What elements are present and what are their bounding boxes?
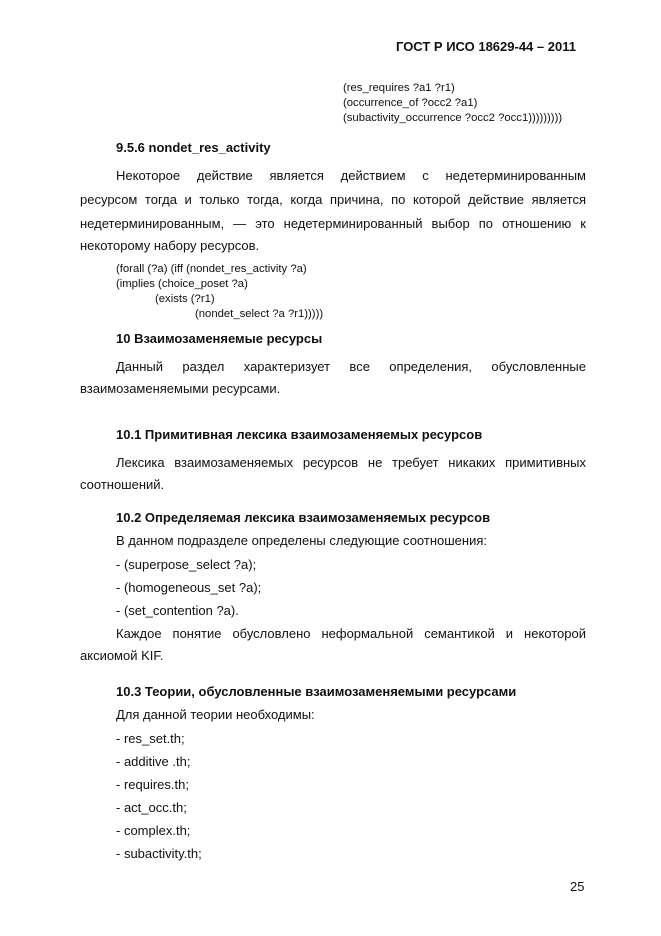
code-line: (nondet_select ?a ?r1))))): [195, 308, 324, 320]
paragraph-line: Некоторое действие является действием с недетерминированным: [116, 168, 586, 183]
list-item: - (homogeneous_set ?a);: [116, 580, 262, 595]
list-item: - complex.th;: [116, 823, 191, 838]
paragraph-line: ресурсом тогда и только тогда, когда причина, по которой действие является: [80, 192, 586, 207]
list-item: - (set_contention ?a).: [116, 603, 239, 618]
list-item: - additive .th;: [116, 754, 191, 769]
paragraph-line: аксиомой KIF.: [80, 648, 164, 663]
section-heading-9-5-6: 9.5.6 nondet_res_activity: [116, 140, 271, 155]
paragraph-line: В данном подразделе определены следующие соотношения:: [116, 533, 487, 548]
section-heading-10-2: 10.2 Определяемая лексика взаимозаменяемых ресурсов: [116, 510, 491, 525]
page-number: 25: [570, 879, 585, 894]
paragraph-line: взаимозаменяемыми ресурсами.: [80, 381, 281, 396]
section-heading-10: 10 Взаимозаменяемые ресурсы: [116, 331, 323, 346]
paragraph-line: Для данной теории необходимы:: [116, 707, 315, 722]
list-item: - (superpose_select ?a);: [116, 557, 257, 572]
code-line: (forall (?a) (iff (nondet_res_activity ?a): [116, 263, 307, 275]
paragraph-line: недетерминированным, — это недетерминированный выбор по отношению к: [80, 216, 586, 231]
code-line: (subactivity_occurrence ?occ2 ?occ1))))))))): [343, 112, 563, 124]
list-item: - requires.th;: [116, 777, 189, 792]
list-item: - res_set.th;: [116, 731, 185, 746]
paragraph-line: Каждое понятие обусловлено неформальной семантикой и некоторой: [116, 626, 586, 641]
code-line: (exists (?r1): [155, 293, 215, 305]
paragraph-line: соотношений.: [80, 477, 165, 492]
running-header: ГОСТ Р ИСО 18629-44 – 2011: [396, 39, 576, 54]
section-heading-10-1: 10.1 Примитивная лексика взаимозаменяемых ресурсов: [116, 427, 483, 442]
paragraph-line: некоторому набору ресурсов.: [80, 238, 260, 253]
code-line: (occurrence_of ?occ2 ?a1): [343, 97, 478, 109]
list-item: - act_occ.th;: [116, 800, 187, 815]
section-heading-10-3: 10.3 Теории, обусловленные взаимозаменяемыми ресурсами: [116, 684, 517, 699]
paragraph-line: Лексика взаимозаменяемых ресурсов не требует никаких примитивных: [116, 455, 586, 470]
list-item: - subactivity.th;: [116, 846, 202, 861]
code-line: (res_requires ?a1 ?r1): [343, 82, 455, 94]
paragraph-line: Данный раздел характеризует все определения, обусловленные: [116, 359, 586, 374]
code-line: (implies (choice_poset ?a): [116, 278, 248, 290]
